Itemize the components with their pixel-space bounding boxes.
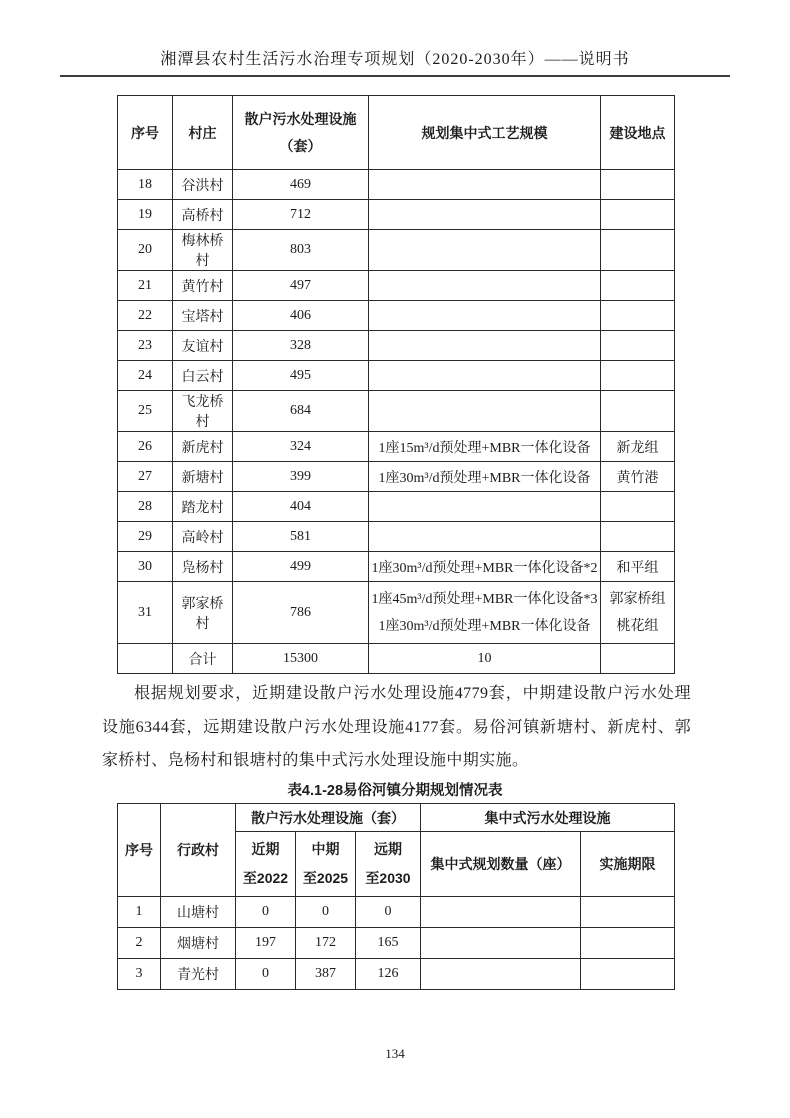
table-row (118, 230, 675, 271)
cell-location (601, 522, 675, 552)
cell-process: 1座30m³/d预处理+MBR一体化设备 (369, 462, 601, 492)
cell-process-line2: 1座30m³/d预处理+MBR一体化设备 (378, 618, 591, 634)
cell-location: 黄竹港 (601, 462, 675, 492)
near-term-label: 近期 (251, 841, 280, 857)
cell-no: 30 (118, 552, 173, 582)
body-paragraph: 根据规划要求，近期建设散户污水处理设施4779套，中期建设散户污水处理设施6344套，远期建设散户污水处理设施4177套。易俗河镇新塘村、新虎村、郭家桥村、凫杨村和银塘村的集中式污水处理设施中期实施。 (102, 685, 691, 769)
cell-village: 谷洪村 (173, 170, 233, 200)
cell-no: 21 (118, 271, 173, 301)
cell-units: 684 (233, 391, 369, 432)
phased-planning-table (117, 803, 675, 990)
col-header-process: 规划集中式工艺规模 (369, 96, 601, 170)
table-row (118, 959, 675, 990)
cell-village: 飞龙桥村 (173, 391, 233, 432)
table-row (118, 391, 675, 432)
cell-process (369, 271, 601, 301)
cell-near: 0 (236, 897, 296, 928)
table-header-row (118, 96, 675, 170)
cell-village: 友谊村 (173, 331, 233, 361)
cell-mid: 387 (296, 959, 356, 990)
col-header-no: 序号 (118, 804, 161, 897)
col-header-no: 序号 (118, 96, 173, 170)
cell-period (581, 897, 675, 928)
cell-village: 烟塘村 (161, 928, 236, 959)
cell-village: 高岭村 (173, 522, 233, 552)
mid-term-year: 至2025 (302, 870, 349, 886)
col-header-units (233, 96, 369, 170)
table-row (118, 170, 675, 200)
cell-location: 新龙组 (601, 432, 675, 462)
cell-units: 399 (233, 462, 369, 492)
cell-no: 1 (118, 897, 161, 928)
col-header-village: 村庄 (173, 96, 233, 170)
cell-centralized (421, 897, 581, 928)
cell-total-location (601, 644, 675, 674)
page-number: 134 (385, 1046, 405, 1061)
cell-no: 26 (118, 432, 173, 462)
cell-no: 2 (118, 928, 161, 959)
table-row (118, 200, 675, 230)
cell-process-line1: 1座45m³/d预处理+MBR一体化设备*3 (371, 591, 598, 607)
cell-units: 406 (233, 301, 369, 331)
col-header-location: 建设地点 (601, 96, 675, 170)
mid-term-label: 中期 (311, 841, 340, 857)
table2-title: 表4.1-28易俗河镇分期规划情况表 (287, 783, 503, 799)
cell-location (601, 200, 675, 230)
cell-village: 高桥村 (173, 200, 233, 230)
table-total-row (118, 644, 675, 674)
cell-near: 0 (236, 959, 296, 990)
cell-mid: 172 (296, 928, 356, 959)
cell-mid: 0 (296, 897, 356, 928)
cell-village: 宝塔村 (173, 301, 233, 331)
cell-period (581, 928, 675, 959)
cell-process (369, 522, 601, 552)
cell-long: 165 (356, 928, 421, 959)
long-term-label: 远期 (374, 841, 402, 857)
cell-village: 新虎村 (173, 432, 233, 462)
cell-process (369, 170, 601, 200)
cell-units: 404 (233, 492, 369, 522)
near-term-year: 至2022 (242, 870, 289, 886)
table-row (118, 522, 675, 552)
table-row (118, 361, 675, 391)
cell-location-line1: 郭家桥组 (609, 591, 666, 607)
cell-units: 328 (233, 331, 369, 361)
cell-no: 22 (118, 301, 173, 331)
cell-period (581, 959, 675, 990)
col-header-admin-village: 行政村 (161, 804, 236, 897)
cell-location (601, 230, 675, 271)
cell-location (601, 492, 675, 522)
col-group-scattered: 散户污水处理设施（套） (236, 804, 421, 832)
cell-process (369, 200, 601, 230)
table-row (118, 552, 675, 582)
cell-location: 和平组 (601, 552, 675, 582)
cell-total-label: 合计 (173, 644, 233, 674)
cell-units: 712 (233, 200, 369, 230)
cell-near: 197 (236, 928, 296, 959)
cell-units: 803 (233, 230, 369, 271)
col-header-near-term (236, 832, 296, 897)
cell-no: 29 (118, 522, 173, 552)
cell-process (369, 331, 601, 361)
cell-process (369, 230, 601, 271)
cell-total-process: 10 (369, 644, 601, 674)
cell-no (118, 644, 173, 674)
cell-units: 499 (233, 552, 369, 582)
col-header-units-line1: 散户污水处理设施 (244, 110, 357, 127)
col-header-implementation-period: 实施期限 (581, 832, 675, 897)
cell-no: 24 (118, 361, 173, 391)
cell-village: 梅林桥村 (173, 230, 233, 271)
table-row (118, 331, 675, 361)
village-facilities-table (117, 95, 675, 674)
cell-village: 新塘村 (173, 462, 233, 492)
cell-location (601, 170, 675, 200)
long-term-year: 至2030 (365, 870, 411, 886)
col-header-units-line2: （套） (279, 137, 322, 154)
cell-location (601, 331, 675, 361)
cell-total-units: 15300 (233, 644, 369, 674)
cell-location (601, 361, 675, 391)
cell-units: 581 (233, 522, 369, 552)
table-header-group-row (118, 804, 675, 832)
cell-village: 凫杨村 (173, 552, 233, 582)
cell-units: 469 (233, 170, 369, 200)
cell-location (601, 391, 675, 432)
cell-no: 18 (118, 170, 173, 200)
table-row (118, 582, 675, 644)
cell-process (369, 492, 601, 522)
cell-no: 23 (118, 331, 173, 361)
cell-location (601, 301, 675, 331)
cell-no: 3 (118, 959, 161, 990)
cell-long: 0 (356, 897, 421, 928)
cell-no: 20 (118, 230, 173, 271)
col-header-long-term (356, 832, 421, 897)
cell-long: 126 (356, 959, 421, 990)
cell-no: 28 (118, 492, 173, 522)
document-header-title: 湘潭县农村生活污水治理专项规划（2020-2030年）——说明书 (60, 46, 730, 77)
cell-no: 27 (118, 462, 173, 492)
cell-village: 黄竹村 (173, 271, 233, 301)
table-row (118, 432, 675, 462)
cell-village: 白云村 (173, 361, 233, 391)
cell-village: 郭家桥村 (173, 582, 233, 644)
cell-no: 31 (118, 582, 173, 644)
table-row (118, 897, 675, 928)
cell-no: 25 (118, 391, 173, 432)
cell-process: 1座30m³/d预处理+MBR一体化设备*2 (369, 552, 601, 582)
cell-location (601, 271, 675, 301)
cell-process: 1座15m³/d预处理+MBR一体化设备 (369, 432, 601, 462)
col-header-centralized-count: 集中式规划数量（座） (421, 832, 581, 897)
cell-location-line2: 桃花组 (616, 618, 659, 634)
cell-centralized (421, 959, 581, 990)
table-row (118, 492, 675, 522)
col-header-mid-term (296, 832, 356, 897)
cell-village: 青光村 (161, 959, 236, 990)
table-row (118, 928, 675, 959)
cell-units: 786 (233, 582, 369, 644)
cell-units: 324 (233, 432, 369, 462)
cell-centralized (421, 928, 581, 959)
cell-units: 497 (233, 271, 369, 301)
table-row (118, 271, 675, 301)
cell-location (601, 582, 675, 644)
cell-units: 495 (233, 361, 369, 391)
cell-no: 19 (118, 200, 173, 230)
cell-village: 山塘村 (161, 897, 236, 928)
cell-process (369, 391, 601, 432)
cell-village: 踏龙村 (173, 492, 233, 522)
col-group-centralized: 集中式污水处理设施 (421, 804, 675, 832)
table-row (118, 462, 675, 492)
cell-process (369, 361, 601, 391)
cell-process (369, 582, 601, 644)
cell-process (369, 301, 601, 331)
table-row (118, 301, 675, 331)
